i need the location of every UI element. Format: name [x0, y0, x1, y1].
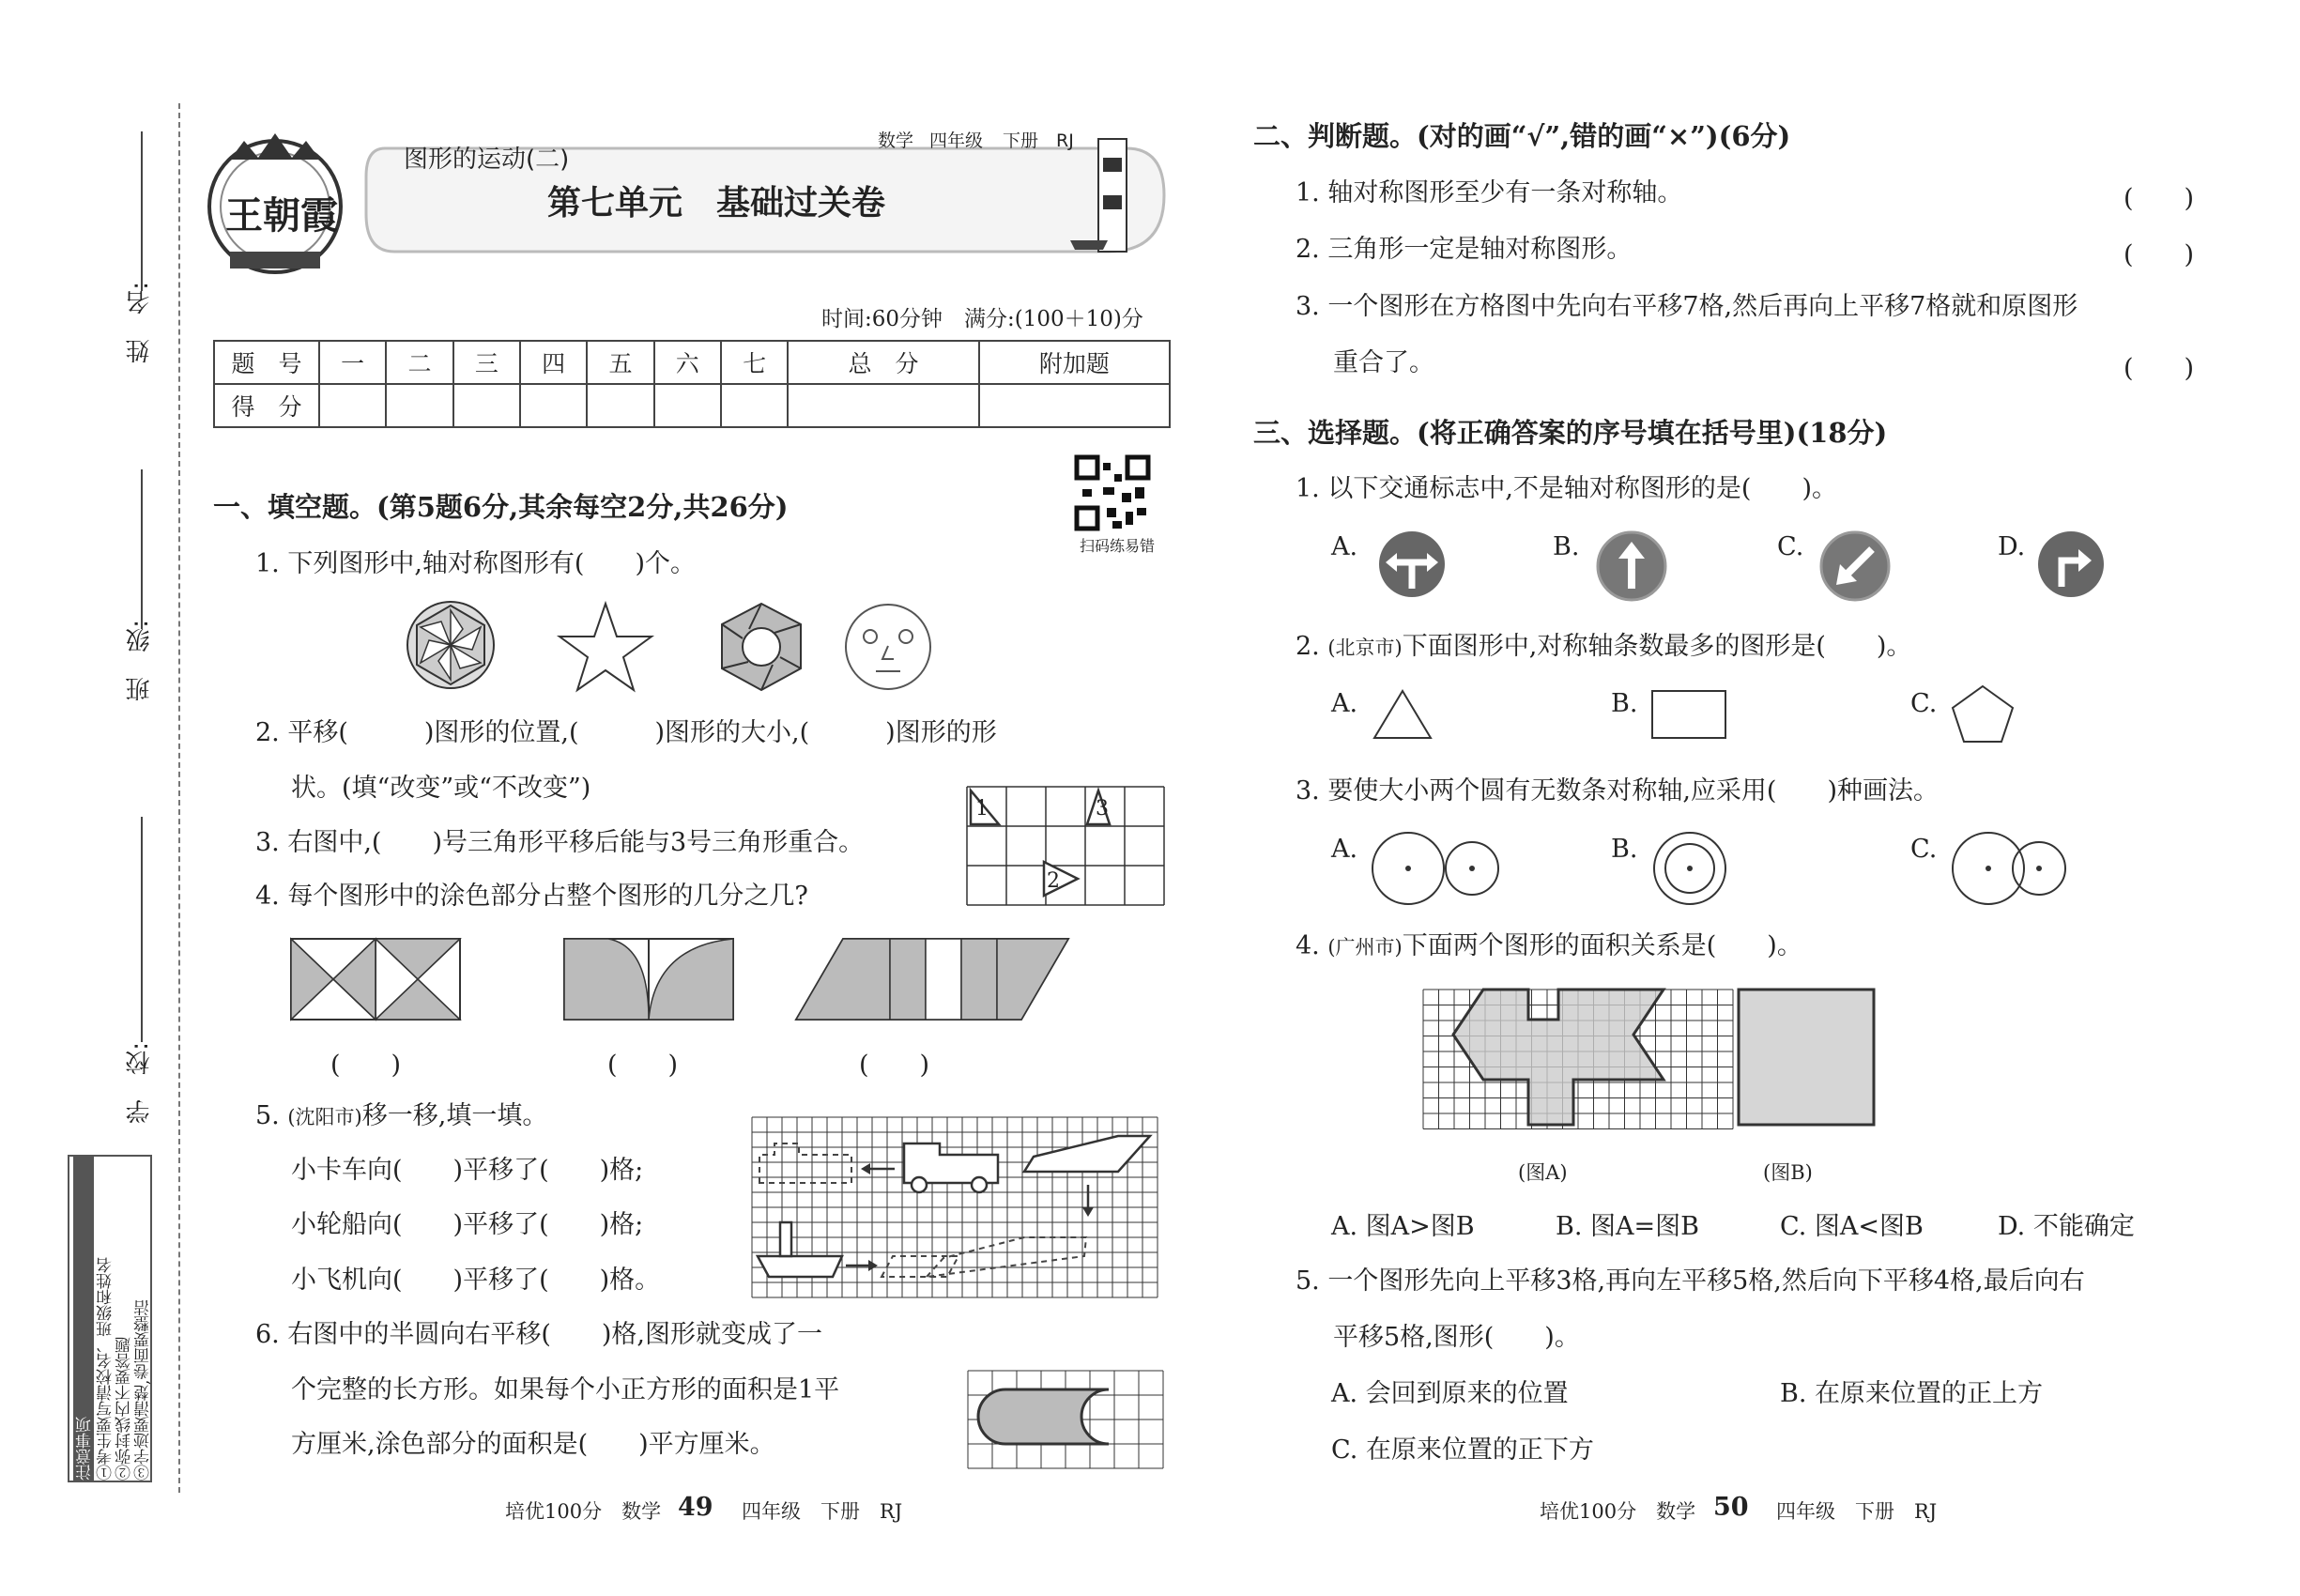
name-line — [141, 131, 143, 291]
q5-tag: (沈阳市) — [287, 1106, 362, 1128]
s3-q5-opt-b[interactable]: B. 在原来位置的正上方 — [1780, 1379, 2044, 1408]
footer-right-page: 50 — [1713, 1493, 1749, 1522]
s3-q4-line — [1296, 930, 1802, 963]
meta-volume: 下册 — [1003, 130, 1039, 151]
s3-q2-opt-c[interactable]: C. — [1910, 689, 1938, 718]
section3-title: 三、选择题。(将正确答案的序号填在括号里)(18分) — [1253, 417, 1888, 449]
straight-ahead-sign-icon — [1596, 530, 1671, 606]
score-input-cell[interactable] — [319, 384, 386, 427]
s3-q1-opt-a[interactable]: A. — [1331, 532, 1358, 561]
q3-text: 3. 右图中,( )号三角形平移后能与3号三角形重合。 — [255, 828, 865, 857]
s3-q4-opt-a[interactable]: A. 图A>图B — [1331, 1212, 1475, 1241]
q1-text: 1. 下列图形中,轴对称图形有( )个。 — [255, 549, 696, 578]
q5-boat-line: 小轮船向( )平移了( )格; — [291, 1210, 644, 1239]
score-input-cell[interactable] — [587, 384, 653, 427]
note-3: ③字迹要清楚,卷面要整洁 — [134, 1299, 153, 1481]
note-1: ①考生要写清校名、班级和姓名 — [97, 1257, 115, 1481]
s3-q4-opt-d[interactable]: D. 不能确定 — [1998, 1212, 2135, 1241]
score-header-cell: 总 分 — [788, 341, 978, 384]
hexagon-circle-shape — [407, 602, 494, 688]
score-header-cell: 四 — [520, 341, 587, 384]
s3-q2-line — [1296, 631, 1911, 664]
score-value-row — [214, 384, 1170, 427]
triangle-label-1: 1 — [975, 797, 989, 821]
score-header-cell: 二 — [386, 341, 452, 384]
s3-q5-line2: 平移5格,图形( )。 — [1333, 1323, 1580, 1352]
school-label: 学 校: — [126, 1042, 154, 1124]
s3-q4-opt-b[interactable]: B. 图A=图B — [1556, 1212, 1699, 1241]
face-circle-shape — [846, 605, 930, 689]
two-circles-apart-shape — [1371, 831, 1502, 910]
figure-a-caption: (图A) — [1518, 1161, 1568, 1184]
s3-q4-text: 下面两个图形的面积关系是( )。 — [1402, 931, 1802, 960]
s3-q4-tag: (广州市) — [1327, 936, 1403, 959]
score-input-cell[interactable] — [520, 384, 587, 427]
footer-right-book: 培优100分 数学 — [1540, 1500, 1696, 1523]
q6-line2: 个完整的长方形。如果每个小正方形的面积是1平 — [291, 1375, 840, 1404]
s2-q2-answer[interactable]: ( ) — [2124, 240, 2195, 269]
s3-q2-opt-a[interactable]: A. — [1331, 689, 1358, 718]
notes-box — [68, 1155, 152, 1482]
s3-q2-num: 2. — [1296, 632, 1320, 661]
s3-q3-opt-c[interactable]: C. — [1910, 835, 1938, 864]
footer-left-page: 49 — [678, 1493, 713, 1522]
concentric-circles-shape — [1652, 831, 1731, 910]
q2-line2: 状。(填“改变”或“不改变”) — [291, 774, 591, 803]
q4-text: 4. 每个图形中的涂色部分占整个图形的几分之几? — [255, 882, 808, 911]
class-label: 班 级: — [126, 620, 154, 701]
time-score: 时间:60分钟 满分:(100＋10)分 — [821, 307, 1143, 331]
school-line — [141, 817, 143, 1042]
s3-q2-tag: (北京市) — [1327, 637, 1403, 659]
fraction-arc-rectangle — [564, 939, 733, 1020]
fraction-square-pair — [291, 939, 460, 1020]
s3-q5-line1: 5. 一个图形先向上平移3格,再向左平移5格,然后向下平移4格,最后向右 — [1296, 1266, 2085, 1296]
score-input-cell[interactable] — [721, 384, 788, 427]
binding-dashed-line — [178, 103, 180, 1493]
s3-q4-num: 4. — [1296, 931, 1320, 960]
topic-title: 图形的运动(二) — [404, 146, 570, 174]
score-header-cell: 六 — [654, 341, 721, 384]
score-input-cell[interactable] — [386, 384, 452, 427]
q6-grid-picture — [968, 1371, 1163, 1465]
score-header-cell: 五 — [587, 341, 653, 384]
qr-caption: 扫码练易错 — [1080, 537, 1156, 555]
s3-q1-opt-b[interactable]: B. — [1553, 532, 1580, 561]
pentagon-option-shape — [1951, 683, 2016, 745]
unit-title: 第七单元 基础过关卷 — [547, 184, 886, 223]
section1-title: 一、填空题。(第5题6分,其余每空2分,共26分) — [213, 491, 789, 523]
s2-q1-text: 1. 轴对称图形至少有一条对称轴。 — [1296, 178, 1683, 207]
q5-instruction: 移一移,填一填。 — [361, 1101, 548, 1130]
pinwheel-hexagon-shape — [722, 604, 801, 690]
q4-answer-2[interactable]: ( ) — [607, 1051, 679, 1080]
score-input-cell[interactable] — [979, 384, 1170, 427]
q3-grid — [967, 787, 1168, 907]
score-header-cell: 题 号 — [214, 341, 319, 384]
note-2: ②弥封线内不要答题 — [115, 1337, 134, 1481]
q4-answer-1[interactable]: ( ) — [330, 1051, 402, 1080]
s3-q4-opt-c[interactable]: C. 图A<图B — [1780, 1212, 1924, 1241]
s3-q1-opt-c[interactable]: C. — [1777, 532, 1804, 561]
score-header-cell: 一 — [319, 341, 386, 384]
triangle-label-3: 3 — [1096, 797, 1109, 821]
q5-truck-line: 小卡车向( )平移了( )格; — [291, 1156, 644, 1185]
score-header-cell: 三 — [453, 341, 520, 384]
score-header-cell: 附加题 — [979, 341, 1170, 384]
score-table — [213, 340, 1171, 428]
figure-b-shape — [1739, 990, 1874, 1125]
s3-q4-grid-picture — [1423, 990, 2043, 1130]
score-label-cell: 得 分 — [214, 384, 319, 427]
score-header-cell: 七 — [721, 341, 788, 384]
q5-grid-picture — [752, 1117, 1163, 1296]
q2-line1: 2. 平移( )图形的位置,( )图形的大小,( )图形的形 — [255, 718, 997, 747]
rectangle-option-shape — [1650, 689, 1729, 742]
footer-right-grade: 四年级 下册 RJ — [1776, 1500, 1938, 1523]
triangle-label-2: 2 — [1047, 869, 1060, 893]
q5-text: 5. (沈阳市)移一移,填一填。 — [255, 1101, 548, 1130]
q5-plane-line: 小飞机向( )平移了( )格。 — [291, 1266, 661, 1295]
footer-left-grade: 四年级 下册 RJ — [742, 1500, 903, 1523]
section2-title: 二、判断题。(对的画“√”,错的画“×”)(6分) — [1253, 120, 1791, 152]
note-title: 注意事项 — [73, 1157, 94, 1481]
triangle-option-shape — [1372, 687, 1436, 744]
s3-q3-opt-b[interactable]: B. — [1611, 835, 1638, 864]
score-input-cell[interactable] — [654, 384, 721, 427]
logo-text: 王朝霞 — [225, 193, 338, 238]
score-header-row — [214, 341, 1170, 384]
s3-q5-opt-c[interactable]: C. 在原来位置的正下方 — [1331, 1435, 1594, 1465]
footer-left-book: 培优100分 数学 — [505, 1500, 662, 1523]
s2-q2-text: 2. 三角形一定是轴对称图形。 — [1296, 235, 1633, 264]
s2-q1-answer[interactable]: ( ) — [2124, 184, 2195, 213]
q4-answer-3[interactable]: ( ) — [859, 1051, 930, 1080]
q1-shapes — [406, 601, 932, 695]
q4-shapes — [289, 937, 1068, 1021]
s2-q3-line1: 3. 一个图形在方格图中先向右平移7格,然后再向上平移7格就和原图形 — [1296, 292, 2078, 321]
name-label: 姓 名: — [126, 282, 154, 363]
diagonal-arrow-sign-icon — [1819, 530, 1894, 606]
overlapping-circles-shape — [1951, 831, 2073, 910]
turn-left-right-sign-icon — [1378, 530, 1449, 602]
meta-subject: 数学 — [878, 130, 914, 151]
s2-q3-answer[interactable]: ( ) — [2124, 354, 2195, 383]
score-input-cell[interactable] — [788, 384, 978, 427]
turn-right-sign-icon — [2037, 530, 2108, 602]
s3-q2-opt-b[interactable]: B. — [1611, 689, 1638, 718]
figure-b-caption: (图B) — [1763, 1161, 1813, 1184]
qr-code — [1075, 455, 1150, 530]
class-line — [141, 469, 143, 629]
q6-line3: 方厘米,涂色部分的面积是( )平方厘米。 — [291, 1430, 775, 1459]
s3-q5-opt-a[interactable]: A. 会回到原来的位置 — [1331, 1379, 1569, 1408]
s3-q1-text: 1. 以下交通标志中,不是轴对称图形的是( )。 — [1296, 474, 1837, 503]
fraction-parallelogram — [796, 939, 1068, 1020]
s2-q3-line2: 重合了。 — [1333, 348, 1434, 377]
score-input-cell[interactable] — [453, 384, 520, 427]
meta-grade: 四年级 — [929, 130, 984, 151]
meta-edition: RJ — [1056, 130, 1074, 151]
q6-line1: 6. 右图中的半圆向右平移( )格,图形就变成了一 — [255, 1320, 822, 1349]
star-shape — [560, 604, 652, 690]
s3-q1-opt-d[interactable]: D. — [1998, 532, 2026, 561]
s3-q2-text: 下面图形中,对称轴条数最多的图形是( )。 — [1402, 632, 1912, 661]
s3-q3-opt-a[interactable]: A. — [1331, 835, 1358, 864]
s3-q3-text: 3. 要使大小两个圆有无数条对称轴,应采用( )种画法。 — [1296, 776, 1939, 806]
